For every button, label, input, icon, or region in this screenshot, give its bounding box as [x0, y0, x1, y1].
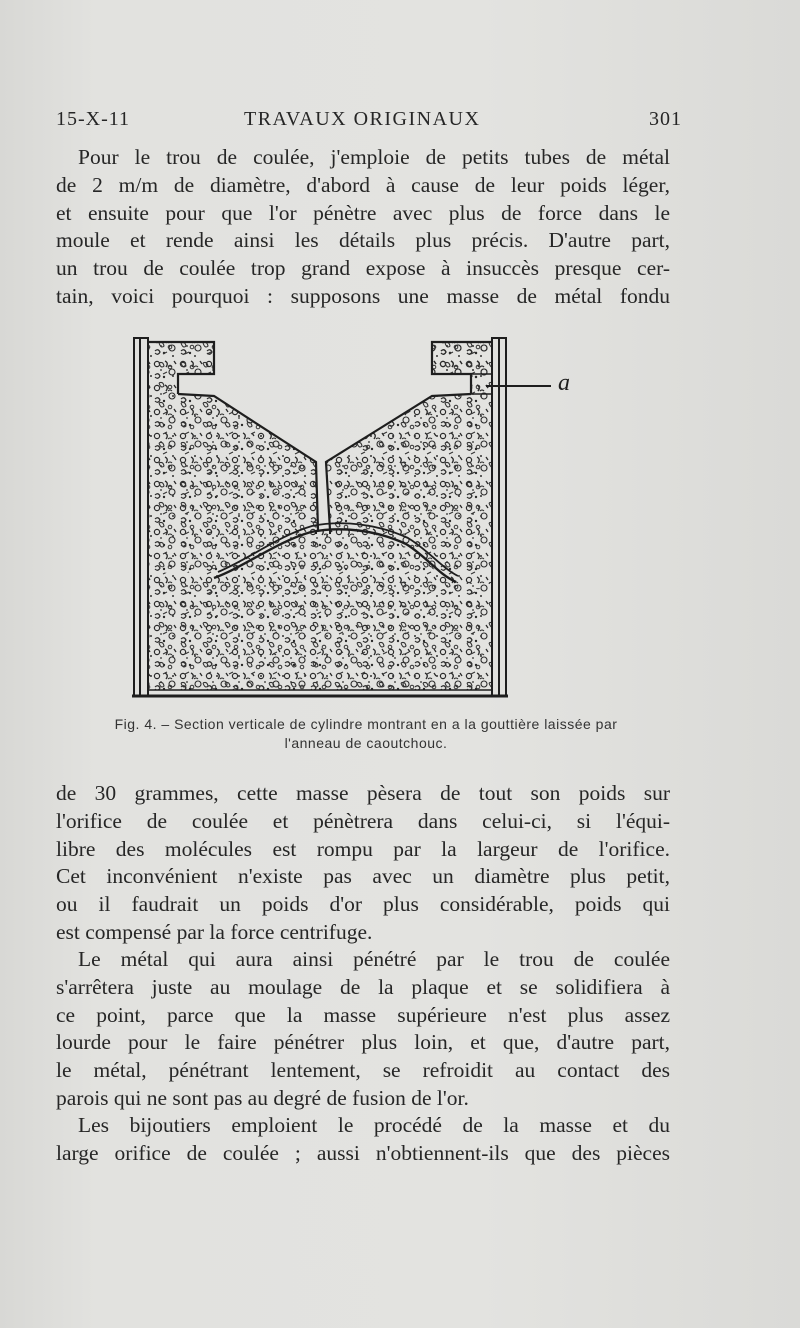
text-line: Cet inconvénient n'existe pas avec un diamètre plus petit,	[56, 864, 670, 889]
text-line: Le métal qui aura ainsi pénétré par le trou de coulée	[78, 947, 670, 971]
text-line: tain, voici pourquoi : supposons une masse de métal fondu	[56, 283, 670, 308]
paragraph-4	[56, 1112, 670, 1168]
text-line: moule et rende ainsi les détails plus précis. D'autre part,	[56, 228, 670, 253]
text-line: est compensé par la force centrifuge.	[56, 919, 373, 944]
text-line: et ensuite pour que l'or pénètre avec plus de force dans le	[56, 200, 670, 225]
figure-label-a: a	[558, 370, 570, 396]
page-number: 301	[649, 108, 682, 130]
text-line: Les bijoutiers emploient le procédé de la masse et du	[78, 1113, 670, 1137]
text-line: s'arrêtera juste au moulage de la plaque et se solidifiera à	[56, 974, 670, 999]
running-head	[56, 108, 682, 138]
paragraph-3	[56, 946, 670, 1113]
text-line: parois qui ne sont pas au degré de fusion de l'or.	[56, 1085, 469, 1110]
text-line: large orifice de coulée ; aussi n'obtiennent-ils que des pièces	[56, 1140, 670, 1165]
text-line: ce point, parce que la masse supérieure n'est plus assez	[56, 1002, 670, 1027]
text-line: Pour le trou de coulée, j'emploie de petits tubes de métal	[78, 145, 670, 169]
cylinder-section-drawing	[126, 334, 586, 706]
text-line: de 30 grammes, cette masse pèsera de tout son poids sur	[56, 781, 670, 805]
paragraph-1	[56, 144, 670, 311]
figure-cylinder-section	[126, 334, 586, 706]
text-line: lourde pour le faire pénétrer plus loin, et que, d'autre part,	[56, 1030, 670, 1055]
caption-line-1: Fig. 4. – Section verticale de cylindre montrant en a la gouttière laissée par	[114, 716, 618, 732]
text-line: ou il faudrait un poids d'or plus considérable, poids qui	[56, 892, 670, 917]
caption-line-2: l'anneau de caoutchouc.	[284, 735, 448, 751]
text-line: le métal, pénétrant lentement, se refroidit au contact des	[56, 1058, 670, 1083]
paragraph-2	[56, 780, 670, 947]
text-line: un trou de coulée trop grand expose à insuccès presque cer-	[56, 256, 670, 281]
text-line: l'orifice de coulée et pénètrera dans celui-ci, si l'équi-	[56, 808, 670, 833]
text-line: libre des molécules est rompu par la largeur de l'orifice.	[56, 836, 670, 861]
section-title: TRAVAUX ORIGINAUX	[244, 108, 481, 130]
text-line: de 2 m/m de diamètre, d'abord à cause de leur poids léger,	[56, 172, 670, 197]
issue-number: 15-X-11	[56, 108, 131, 130]
figure-caption	[58, 715, 674, 753]
